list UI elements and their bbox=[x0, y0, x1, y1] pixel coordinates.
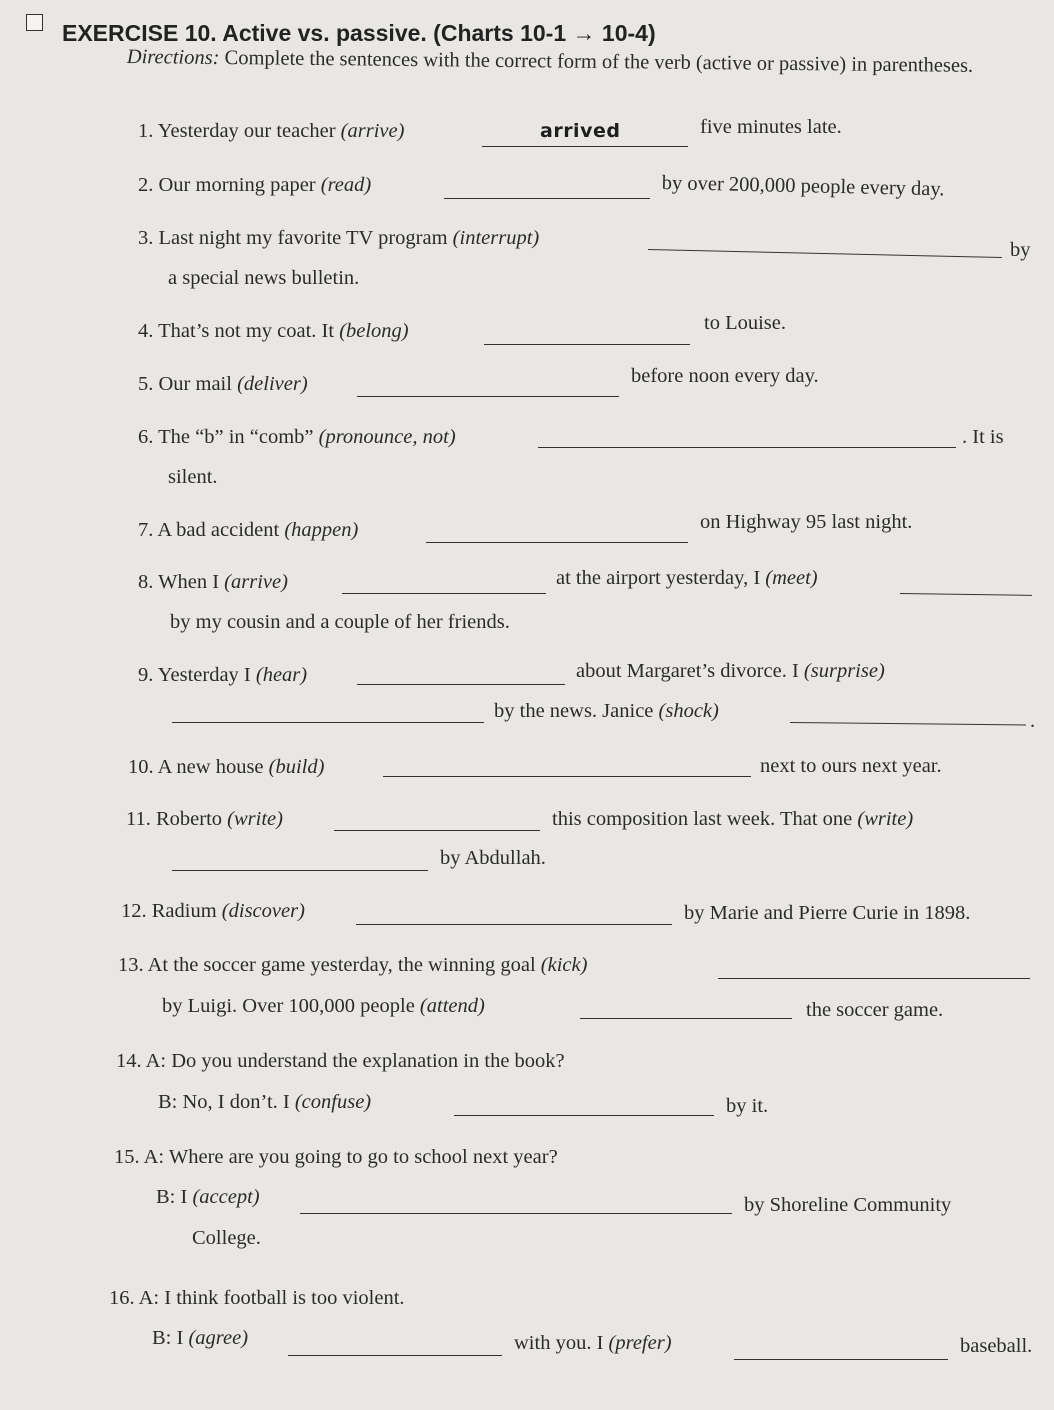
sentence-text: by my cousin and a couple of her friends. bbox=[170, 611, 510, 633]
answer-blank[interactable] bbox=[648, 249, 1002, 258]
verb-hint: (kick) bbox=[540, 954, 588, 976]
verb-hint: (attend) bbox=[419, 995, 485, 1017]
sentence-text: this composition last week. That one (write) bbox=[552, 808, 914, 830]
verb-hint: (hear) bbox=[255, 664, 308, 686]
verb-hint: (surprise) bbox=[803, 660, 885, 682]
answer-blank[interactable] bbox=[538, 447, 956, 448]
verb-hint: (build) bbox=[268, 756, 325, 778]
sentence-text: by it. bbox=[726, 1095, 769, 1117]
answer-blank[interactable] bbox=[300, 1213, 732, 1214]
answer-blank[interactable] bbox=[790, 722, 1026, 725]
sentence-text: 12. Radium (discover) bbox=[121, 900, 305, 922]
verb-hint: (pronounce, not) bbox=[318, 426, 456, 448]
answer-blank[interactable] bbox=[900, 593, 1032, 596]
verb-hint: (accept) bbox=[192, 1186, 260, 1208]
verb-hint: (write) bbox=[227, 808, 283, 830]
sentence-text: by Shoreline Community bbox=[744, 1194, 952, 1216]
sentence-text: silent. bbox=[168, 466, 218, 488]
sentence-text: a special news bulletin. bbox=[168, 267, 360, 289]
answer-blank[interactable] bbox=[172, 722, 484, 723]
sentence-text: 13. At the soccer game yesterday, the winning goal (kick) bbox=[118, 954, 588, 976]
sentence-text: with you. I (prefer) bbox=[514, 1332, 672, 1354]
answer-blank[interactable] bbox=[444, 198, 650, 199]
answer-blank[interactable] bbox=[426, 542, 688, 543]
sentence-text: 2. Our morning paper (read) bbox=[138, 174, 372, 196]
sentence-text: by the news. Janice (shock) bbox=[494, 700, 719, 722]
sentence-text: . bbox=[1030, 710, 1036, 732]
verb-hint: (arrive) bbox=[340, 120, 405, 142]
sentence-text: 6. The “b” in “comb” (pronounce, not) bbox=[138, 426, 456, 448]
answer-blank[interactable] bbox=[383, 776, 751, 777]
verb-hint: (deliver) bbox=[237, 373, 308, 395]
verb-hint: (belong) bbox=[339, 320, 409, 342]
exercise-checkbox[interactable] bbox=[26, 14, 43, 31]
verb-hint: (prefer) bbox=[608, 1332, 672, 1354]
sentence-text: by over 200,000 people every day. bbox=[661, 172, 945, 201]
sentence-text: B: I (agree) bbox=[152, 1327, 249, 1349]
sentence-text: by bbox=[1010, 239, 1031, 261]
answer-blank[interactable] bbox=[288, 1355, 502, 1356]
answer-blank[interactable] bbox=[356, 924, 672, 925]
sentence-text: 15. A: Where are you going to go to school next year? bbox=[114, 1146, 558, 1168]
sentence-text: B: No, I don’t. I (confuse) bbox=[158, 1091, 372, 1113]
sentence-text: next to ours next year. bbox=[760, 755, 942, 777]
verb-hint: (write) bbox=[857, 808, 914, 830]
sentence-text: on Highway 95 last night. bbox=[700, 511, 913, 533]
verb-hint: (confuse) bbox=[294, 1091, 372, 1113]
sentence-text: by Luigi. Over 100,000 people (attend) bbox=[162, 995, 485, 1017]
sentence-text: baseball. bbox=[960, 1335, 1033, 1357]
answer-blank[interactable] bbox=[357, 396, 619, 397]
answer-blank[interactable] bbox=[484, 344, 690, 345]
sentence-text: 8. When I (arrive) bbox=[138, 571, 288, 593]
sentence-text: the soccer game. bbox=[806, 999, 944, 1021]
sentence-text: 4. That’s not my coat. It (belong) bbox=[138, 320, 409, 342]
verb-hint: (discover) bbox=[221, 900, 305, 922]
verb-hint: (happen) bbox=[284, 519, 359, 541]
handwritten-answer: arrived bbox=[540, 120, 621, 142]
directions: Directions: Complete the sentences with the correct form of the verb (active or passive) in parentheses. bbox=[126, 45, 974, 77]
sentence-text: 7. A bad accident (happen) bbox=[138, 519, 359, 541]
sentence-text: by Abdullah. bbox=[440, 847, 546, 869]
answer-blank[interactable] bbox=[357, 684, 565, 685]
answer-blank[interactable] bbox=[718, 978, 1030, 979]
sentence-text: about Margaret’s divorce. I (surprise) bbox=[576, 660, 885, 682]
verb-hint: (shock) bbox=[658, 700, 719, 722]
sentence-text: by Marie and Pierre Curie in 1898. bbox=[684, 902, 971, 924]
answer-blank[interactable] bbox=[454, 1115, 714, 1116]
sentence-text: 3. Last night my favorite TV program (interrupt) bbox=[138, 227, 540, 249]
exercise-title: EXERCISE 10. Active vs. passive. (Charts 10-1 → 10-4) bbox=[62, 20, 656, 46]
answer-blank[interactable] bbox=[334, 830, 540, 831]
sentence-text: 11. Roberto (write) bbox=[126, 808, 283, 830]
answer-blank[interactable] bbox=[734, 1359, 948, 1360]
sentence-text: before noon every day. bbox=[631, 365, 819, 387]
sentence-text: 14. A: Do you understand the explanation in the book? bbox=[116, 1050, 565, 1072]
verb-hint: (meet) bbox=[765, 567, 818, 589]
sentence-text: B: I (accept) bbox=[156, 1186, 260, 1208]
sentence-text: 16. A: I think football is too violent. bbox=[109, 1287, 405, 1309]
sentence-text: 10. A new house (build) bbox=[128, 756, 325, 778]
verb-hint: (arrive) bbox=[224, 571, 288, 593]
verb-hint: (agree) bbox=[188, 1327, 249, 1349]
sentence-text: 5. Our mail (deliver) bbox=[138, 373, 308, 395]
sentence-text: to Louise. bbox=[704, 312, 786, 334]
sentence-text: 1. Yesterday our teacher (arrive) bbox=[138, 120, 405, 142]
answer-blank[interactable] bbox=[580, 1018, 792, 1019]
answer-blank[interactable] bbox=[342, 593, 546, 594]
verb-hint: (interrupt) bbox=[452, 227, 540, 249]
sentence-text: five minutes late. bbox=[700, 116, 842, 138]
sentence-text: College. bbox=[192, 1227, 261, 1249]
answer-blank[interactable] bbox=[482, 146, 688, 147]
answer-blank[interactable] bbox=[172, 870, 428, 871]
sentence-text: at the airport yesterday, I (meet) bbox=[556, 567, 818, 589]
sentence-text: 9. Yesterday I (hear) bbox=[138, 664, 308, 686]
verb-hint: (read) bbox=[320, 174, 372, 196]
sentence-text: . It is bbox=[962, 426, 1004, 448]
